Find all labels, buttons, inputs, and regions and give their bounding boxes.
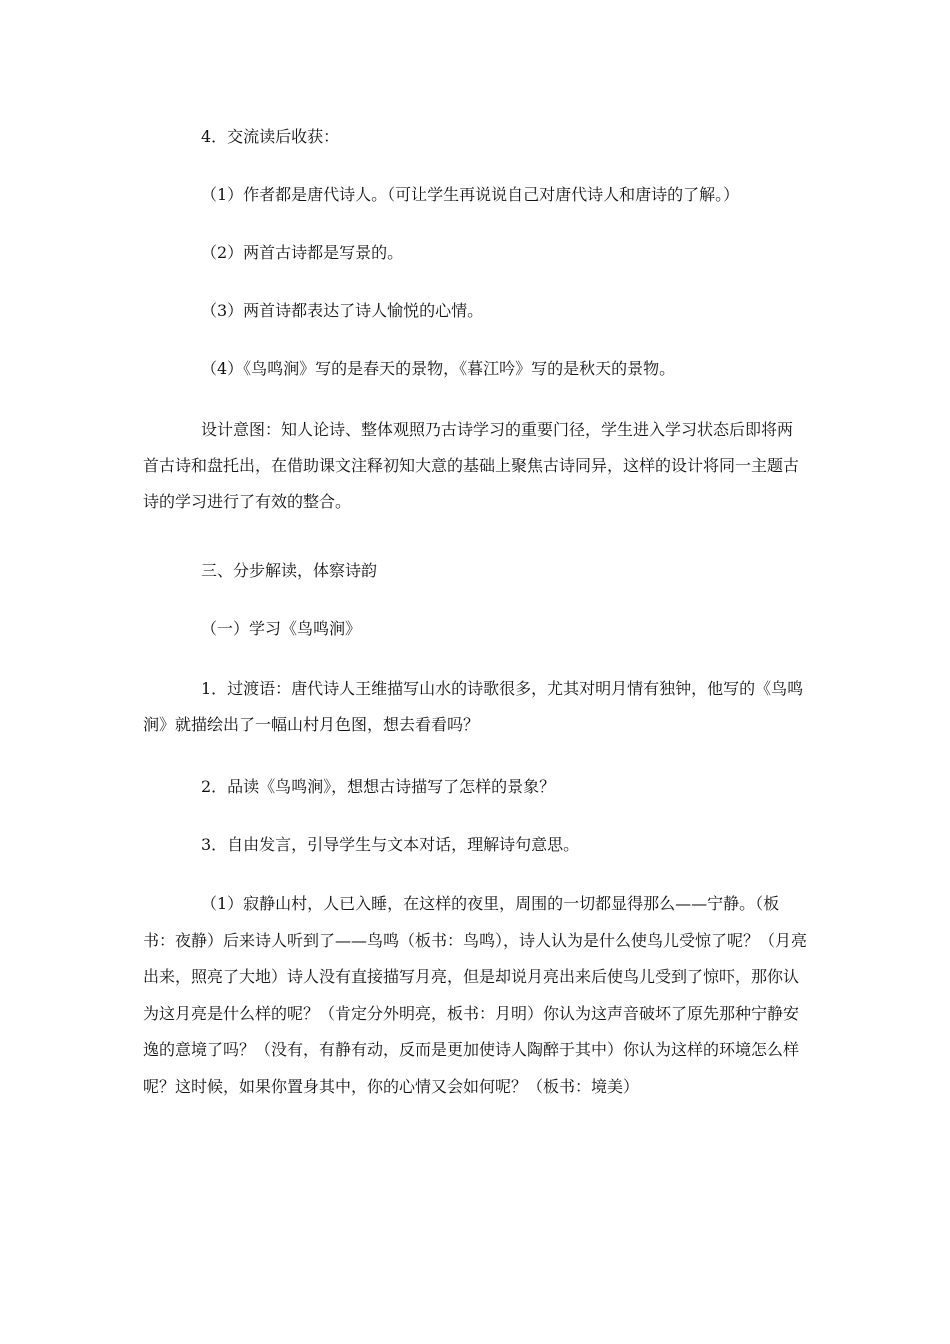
reflection-item-4: （4）《鸟鸣涧》写的是春天的景物，《暮江吟》写的是秋天的景物。 <box>201 359 676 378</box>
section-heading-reflections: 4．交流读后收获： <box>201 127 340 146</box>
reflection-item-1: （1）作者都是唐代诗人。（可让学生再说说自己对唐代诗人和唐诗的了解。） <box>201 185 740 204</box>
subsection-heading-niaomingjian: （一）学习《鸟鸣涧》 <box>201 619 362 638</box>
transition-paragraph: 1．过渡语：唐代诗人王维描写山水的诗歌很多，尤其对明月情有独钟，他写的《鸟鸣涧》就描绘出了一幅山村月色图，想去看看吗？ <box>143 679 804 734</box>
reflection-item-3: （3）两首诗都表达了诗人愉悦的心情。 <box>201 301 484 320</box>
design-intent-paragraph: 设计意图：知人论诗、整体观照乃古诗学习的重要门径，学生进入学习状态后即将两首古诗和盘托出，在借助课文注释初知大意的基础上聚焦古诗同异，这样的设计将同一主题古诗的学习进行了有效的整合。 <box>143 420 800 511</box>
reading-task-paragraph: 2．品读《鸟鸣涧》，想想古诗描写了怎样的景象？ <box>201 777 556 796</box>
discussion-task-paragraph: 3．自由发言，引导学生与文本对话，理解诗句意思。 <box>201 835 580 854</box>
reflection-item-2: （2）两首古诗都是写景的。 <box>201 243 404 262</box>
section-heading-step-reading: 三、分步解读，体察诗韵 <box>201 561 378 580</box>
analysis-paragraph: （1）寂静山村，人已入睡，在这样的夜里，周围的一切都显得那么——宁静。（板书：夜静）后来诗人听到了——鸟鸣（板书：鸟鸣），诗人认为是什么使鸟儿受惊了呢？（月亮出来，照亮了大地）诗人没有直接描写月亮，但是却说月亮出来后使鸟儿受到了惊吓，那你认为这月亮是什么样的呢？（肯定分外明亮，板书：月明）你认为这声音破坏了原先那种宁静安逸的意境了吗？（没有，有静有动，反而是更加使诗人陶醉于其中）你认为这样的环境怎么样呢？这时候，如果你置身其中，你的心情又会如何呢？（板书：境美） <box>143 894 808 1096</box>
